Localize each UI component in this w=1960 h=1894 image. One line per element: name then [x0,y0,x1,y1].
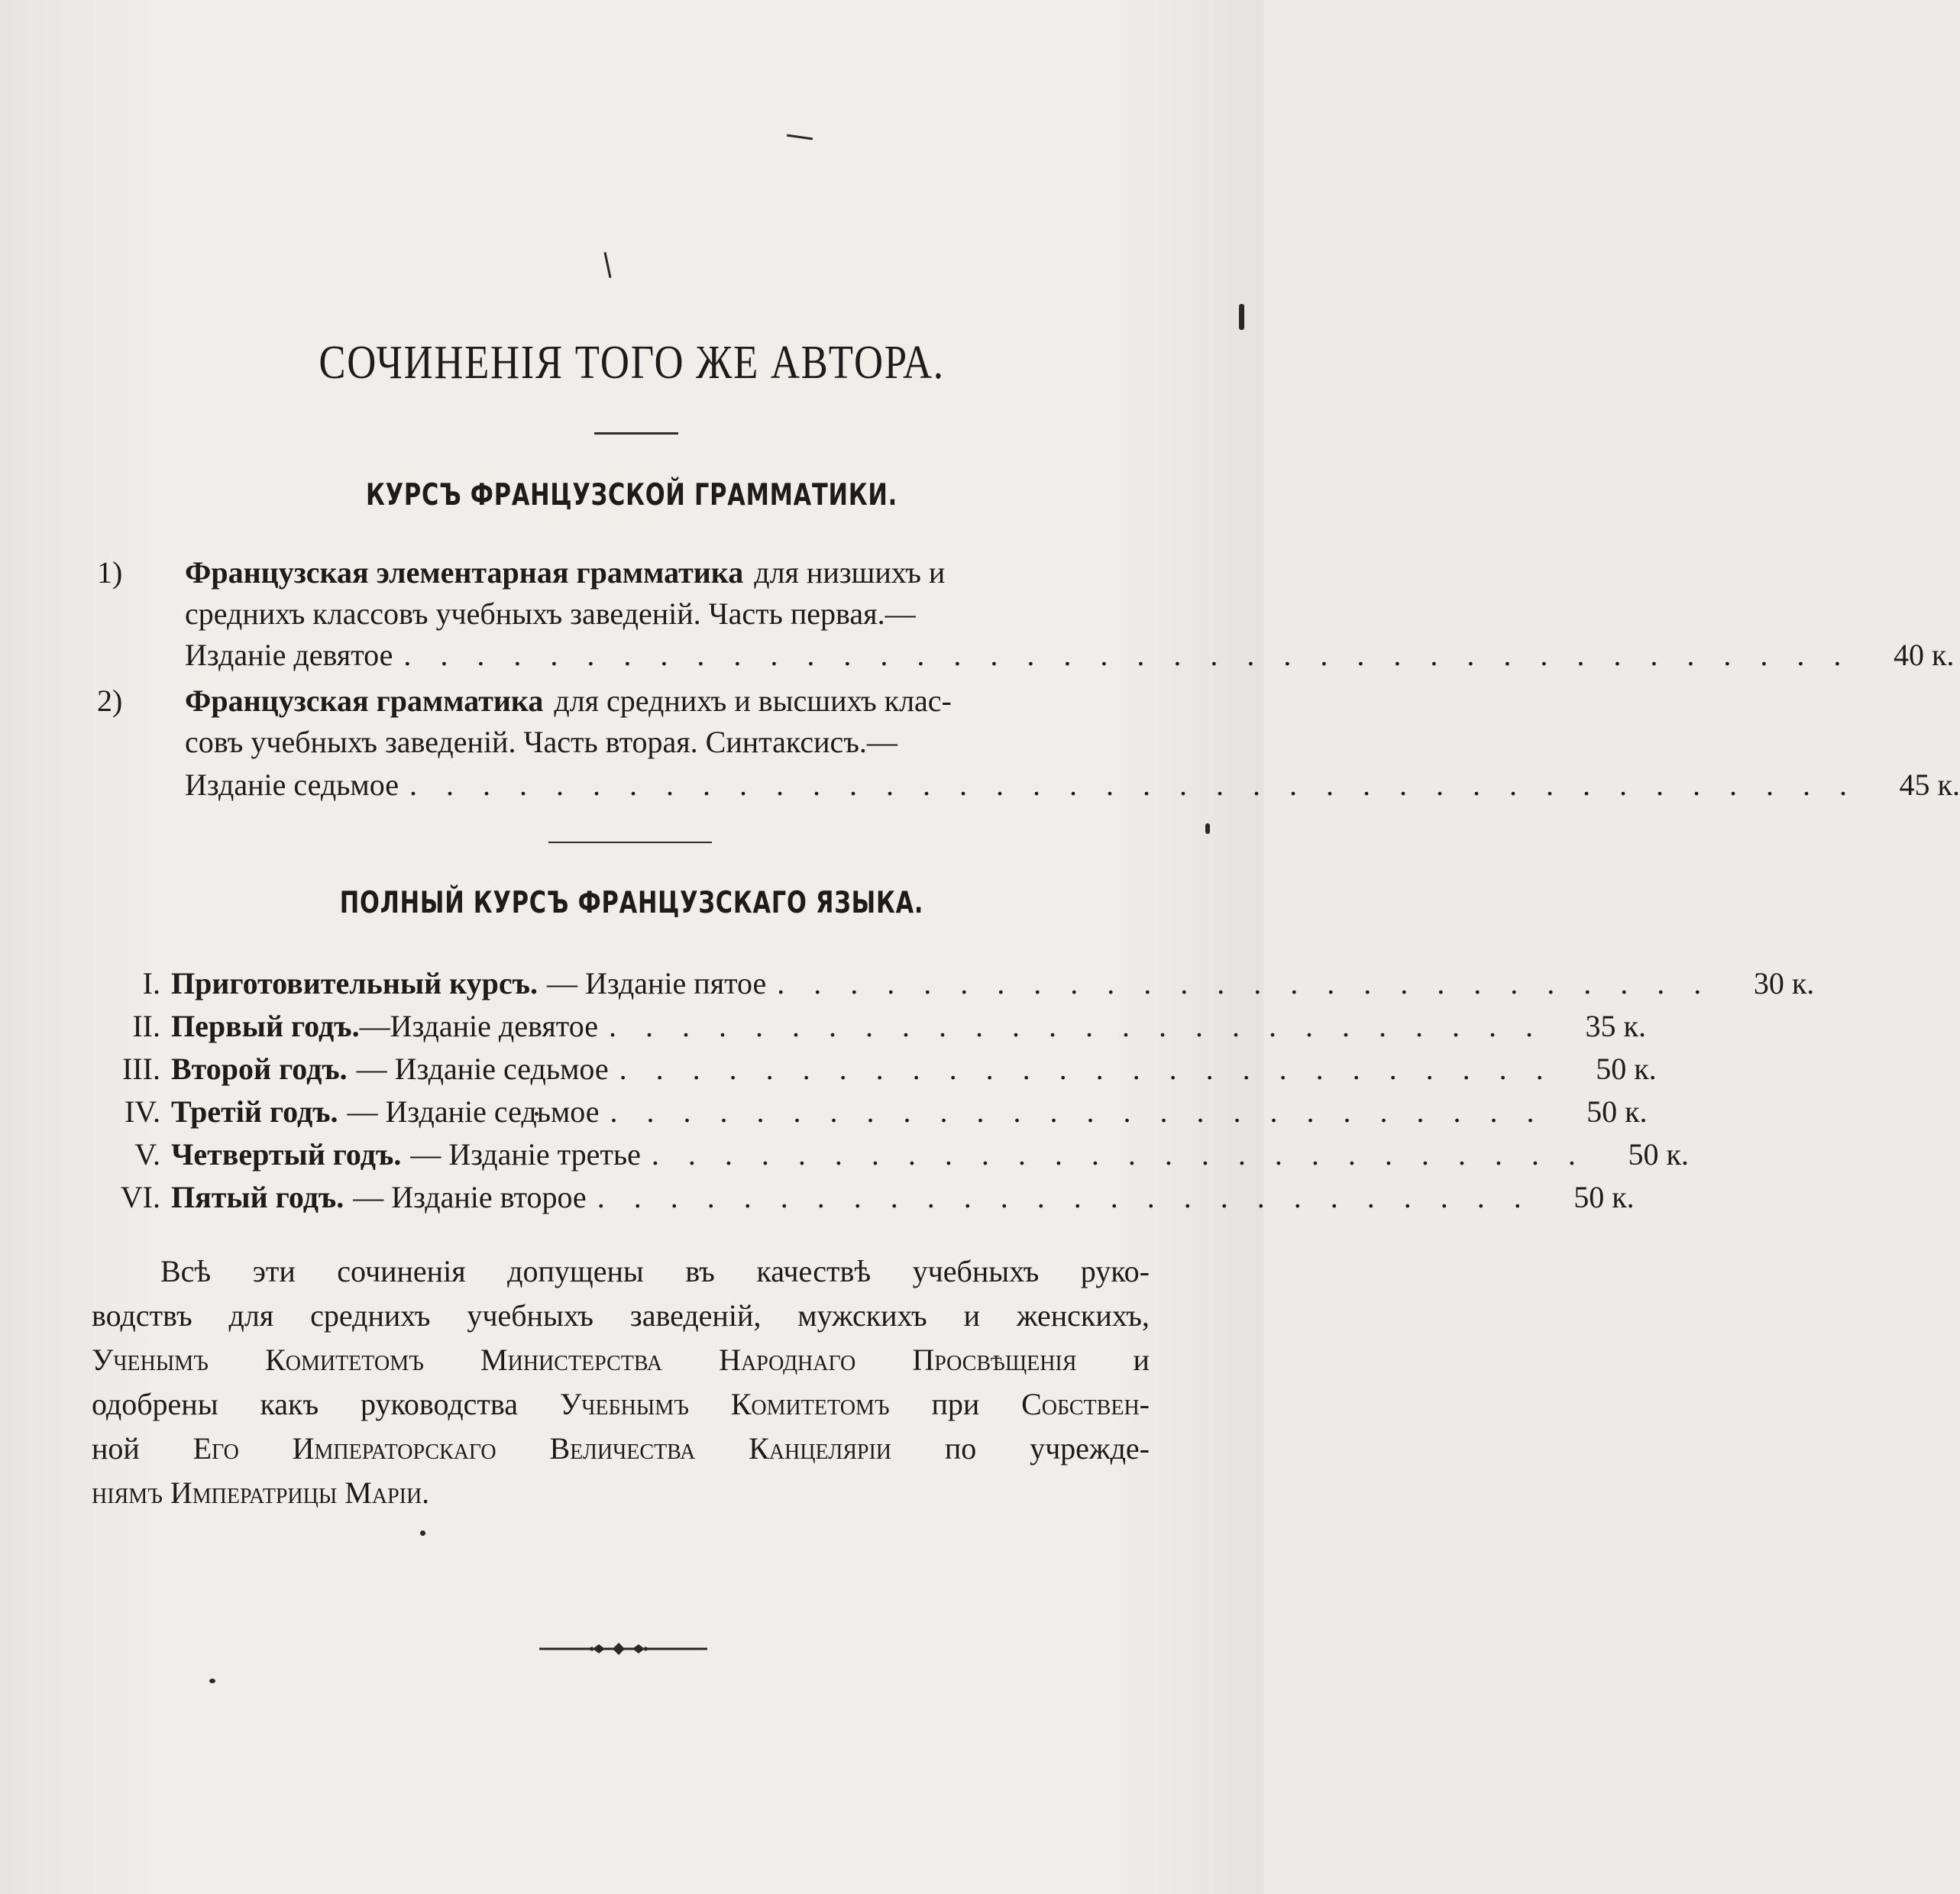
course-name: Второй годъ. [171,1052,348,1086]
course-roman: V. [134,1137,160,1172]
word: Его [192,1431,239,1466]
course-price: 50 к. [1573,1180,1635,1214]
book-title-rest: для низшихъ и [754,555,946,590]
course-edition: —Изданіе девятое [359,1009,598,1043]
course-row [76,1049,1657,1089]
course-price: 50 к. [1596,1052,1657,1086]
ink-mark [209,1679,215,1683]
course-row [76,964,1815,1004]
book-1-line-2: среднихъ классовъ учебныхъ заведеній. Часть первая.— [185,596,916,631]
ornament-divider [539,1637,707,1660]
word: Величества [549,1431,696,1466]
word: водствъ [92,1298,192,1333]
course-row [76,1178,1635,1217]
book-2-line-2: совъ учебныхъ заведеній. Часть вторая. Синтаксисъ.— [185,725,898,759]
word: Учебнымъ [559,1387,689,1421]
ink-mark [1205,823,1210,834]
book-2-line-1 [97,681,1151,721]
word: при [931,1387,980,1421]
dot-leader: . . . . . . . . . . . . . . . . . . . . . . . . . . [610,1094,1545,1129]
course-roman: I. [142,966,160,1000]
book-number: 2) [97,684,123,718]
paragraph-line [92,1382,1150,1427]
course-row [76,1092,1648,1132]
book-1-edition-row [185,635,1955,675]
dot-leader: . . . . . . . . . . . . . . . . . . . . . . . . . . [651,1137,1586,1172]
word: Комитетомъ [730,1387,890,1421]
word: Императорскаго [292,1431,496,1466]
word: и [1133,1343,1150,1377]
word: допущены [507,1254,644,1288]
dot-leader: . . . . . . . . . . . . . . . . . . . . . . . . . . [777,966,1713,1000]
course-roman: III. [122,1052,160,1086]
course-edition: — Изданіе седьмое [356,1052,609,1086]
section-divider [548,842,712,843]
course-name: Пятый годъ. [171,1180,344,1214]
word: и [963,1298,980,1333]
word: учрежде- [1030,1431,1150,1466]
book-number: 1) [97,555,123,590]
word: Просвѣщенія [912,1343,1077,1377]
word: руко- [1080,1254,1150,1288]
book-title-rest: для среднихъ и высшихъ клас- [554,684,952,718]
book-1-line-1 [97,553,1151,593]
course-name: Первый годъ. [171,1009,360,1043]
word: учебныхъ [467,1298,593,1333]
section-heading-grammar: КУРСЪ ФРАНЦУЗСКОЙ ГРАММАТИКИ. [366,478,898,512]
course-edition: — Изданіе третье [410,1137,641,1172]
word: ніямъ Императрицы Маріи. [92,1475,430,1510]
course-name: Третій годъ. [171,1094,338,1129]
title-divider [594,432,678,435]
word: для [228,1298,274,1333]
word: ной [92,1431,140,1466]
approval-paragraph [92,1249,1150,1515]
word: руководства [360,1387,519,1421]
paragraph-line [92,1294,1150,1338]
dot-leader: . . . . . . . . . . . . . . . . . . . . . . . . . . [619,1052,1554,1086]
word: Всѣ [160,1254,212,1288]
word: эти [252,1254,296,1288]
ink-mark [603,252,611,278]
course-row [76,1007,1646,1046]
paragraph-line [92,1471,1150,1515]
course-price: 50 к. [1628,1137,1689,1172]
course-edition: — Изданіе второе [353,1180,587,1214]
dot-leader: . . . . . . . . . . . . . . . . . . . . . . . . . . . . . . . . . . . . . . . . [409,768,1858,802]
word: Народнаго [719,1343,856,1377]
dot-leader: . . . . . . . . . . . . . . . . . . . . . . . . . . [597,1180,1532,1214]
word: по [944,1431,977,1466]
dot-leader: . . . . . . . . . . . . . . . . . . . . . . . . . . . . . . . . . . . . . . . . [403,638,1852,672]
word: качествѣ [756,1254,872,1288]
word: Министерства [480,1343,662,1377]
course-roman: IV. [124,1094,160,1129]
word: сочиненія [337,1254,466,1288]
word: мужскихъ [797,1298,927,1333]
word: Собствен- [1021,1387,1150,1421]
ink-mark [1239,304,1244,330]
paragraph-line [92,1249,1150,1294]
course-edition: — Изданіе пятое [546,966,767,1000]
ink-mark [787,134,813,141]
word: заведеній, [629,1298,762,1333]
word: какъ [260,1387,319,1421]
course-roman: VI. [120,1180,160,1214]
paragraph-line [92,1427,1150,1471]
course-name: Приготовительный курсъ. [171,966,538,1000]
page-title: СОЧИНЕНІЯ ТОГО ЖЕ АВТОРА. [319,337,945,389]
course-price: 30 к. [1753,966,1815,1000]
book-edition: Изданіе девятое [185,638,393,672]
course-roman: II. [132,1009,160,1043]
course-price: 50 к. [1586,1094,1648,1129]
word: женскихъ, [1016,1298,1150,1333]
ink-mark [420,1530,425,1536]
course-edition: — Изданіе седьмое [347,1094,600,1129]
book-price: 40 к. [1893,638,1955,672]
section-heading-full-course: ПОЛНЫЙ КУРСЪ ФРАНЦУЗСКАГО ЯЗЫКА. [339,886,924,920]
word: въ [685,1254,715,1288]
book-price: 45 к. [1899,768,1960,802]
dot-leader: . . . . . . . . . . . . . . . . . . . . . . . . . . [608,1009,1544,1043]
book-2-edition-row [185,765,1960,805]
course-price: 35 к. [1585,1009,1646,1043]
word: Ученымъ [92,1343,209,1377]
word: Комитетомъ [265,1343,424,1377]
word: учебныхъ [912,1254,1040,1288]
course-name: Четвертый годъ. [171,1137,402,1172]
paragraph-line [92,1338,1150,1382]
book-edition: Изданіе седьмое [185,768,399,802]
word: Канцеляріи [749,1431,891,1466]
book-title: Французская элементарная грамматика [185,555,744,590]
course-row [76,1135,1689,1175]
word: одобрены [92,1387,218,1421]
word: среднихъ [310,1298,431,1333]
book-title: Французская грамматика [185,684,544,718]
